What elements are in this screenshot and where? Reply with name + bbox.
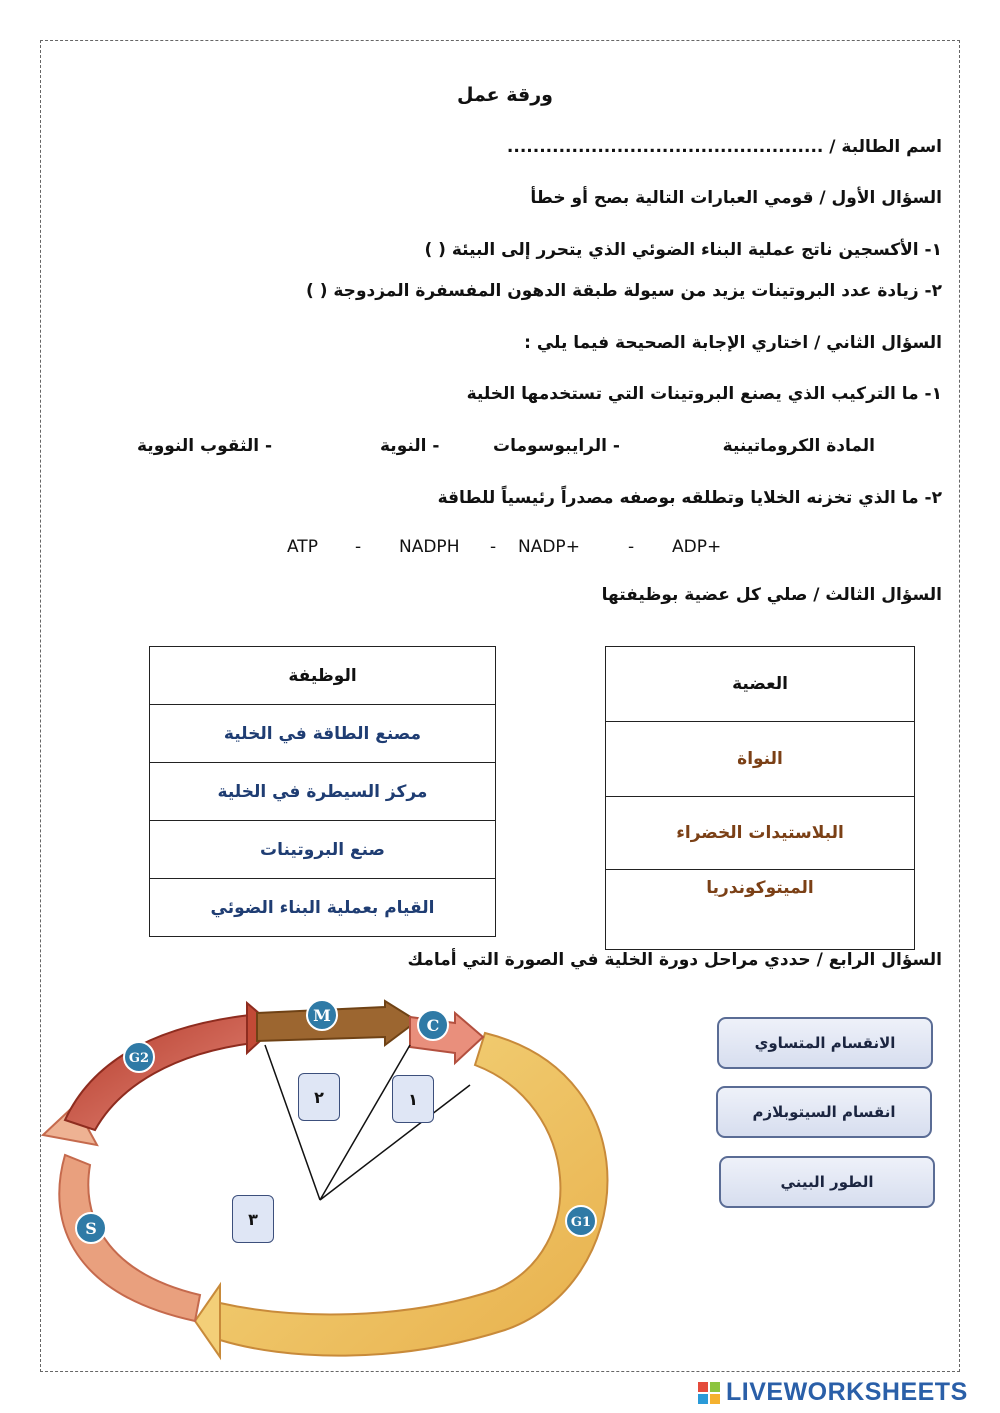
organelle-table: [605, 646, 915, 950]
q2-option-chromatin[interactable]: المادة الكروماتينية: [722, 436, 875, 456]
phase-s-circle: [76, 1213, 106, 1243]
liveworksheets-logo: [698, 1378, 968, 1407]
q2-option-ribosomes[interactable]: - الرايبوسومات: [493, 436, 620, 456]
q2-option-separator: -: [628, 537, 635, 557]
organelle-mitochondria[interactable]: الميتوكوندريا: [606, 870, 915, 950]
function-energy[interactable]: مصنع الطاقة في الخلية: [150, 705, 496, 763]
g2-arc: [65, 1015, 253, 1130]
option-cytokinesis[interactable]: انقسام السيتوبلازم: [716, 1086, 932, 1138]
svg-text:M: M: [313, 1006, 331, 1025]
answer-box-3[interactable]: ٣: [232, 1195, 274, 1243]
phase-g1-circle: [566, 1206, 596, 1236]
q2-heading: السؤال الثاني / اختاري الإجابة الصحيحة فيما يلي :: [524, 333, 942, 353]
svg-text:G1: G1: [570, 1215, 592, 1230]
q2-option-atp[interactable]: ATP: [287, 537, 318, 557]
svg-text:G2: G2: [128, 1051, 150, 1066]
organelle-chloroplasts[interactable]: البلاستيدات الخضراء: [606, 797, 915, 870]
function-proteins[interactable]: صنع البروتينات: [150, 821, 496, 879]
q1-item-1: ١- الأكسجين ناتج عملية البناء الضوئي الذي يتحرر إلى البيئة ( ): [424, 240, 942, 260]
answer-box-2[interactable]: ٢: [298, 1073, 340, 1121]
q1-item-2: ٢- زيادة عدد البروتينات يزيد من سيولة طبقة الدهون المفسفرة المزدوجة ( ): [306, 281, 942, 301]
q3-heading: السؤال الثالث / صلي كل عضية بوظيفتها: [601, 585, 942, 605]
q2-item-1: ١- ما التركيب الذي يصنع البروتينات التي تستخدمها الخلية: [466, 384, 942, 404]
q2-option-nadp[interactable]: NADP+: [518, 537, 580, 557]
m-arc: [257, 1001, 417, 1045]
q2-option-separator: -: [355, 537, 362, 557]
answer-box-1[interactable]: ١: [392, 1075, 434, 1123]
q2-option-nadph[interactable]: NADPH: [399, 537, 460, 557]
phase-m-circle: [307, 1000, 337, 1030]
logo-text: LIVEWORKSHEETS: [726, 1378, 968, 1406]
q4-heading: السؤال الرابع / حددي مراحل دورة الخلية في الصورة التي أمامك: [407, 950, 942, 970]
function-header: الوظيفة: [150, 647, 496, 705]
logo-icon: [698, 1382, 720, 1404]
phase-c-circle: [418, 1010, 448, 1040]
organelle-nucleus[interactable]: النواة: [606, 722, 915, 797]
q2-option-adp[interactable]: ADP+: [672, 537, 722, 557]
q2-option-nuclear-pores[interactable]: - الثقوب النووية: [137, 436, 273, 456]
q2-item-2: ٢- ما الذي تخزنه الخلايا وتطلقه بوصفه مصدراً رئيسياً للطاقة: [437, 488, 942, 508]
option-interphase[interactable]: الطور البيني: [719, 1156, 935, 1208]
option-mitosis[interactable]: الانقسام المتساوي: [717, 1017, 933, 1069]
svg-text:S: S: [85, 1219, 97, 1238]
q2-option-separator: -: [490, 537, 497, 557]
cell-cycle-diagram: [35, 995, 635, 1365]
function-control[interactable]: مركز السيطرة في الخلية: [150, 763, 496, 821]
q1-heading: السؤال الأول / قومي العبارات التالية بصح أو خطأ: [530, 188, 942, 208]
student-name-line[interactable]: اسم الطالبة / .................................................: [506, 137, 942, 157]
worksheet-title: ورقة عمل: [456, 84, 553, 106]
function-table: [149, 646, 496, 937]
function-photosynthesis[interactable]: القيام بعملية البناء الضوئي: [150, 879, 496, 937]
organelle-header: العضية: [606, 647, 915, 722]
svg-text:C: C: [426, 1016, 440, 1035]
q2-option-nucleolus[interactable]: - النوية: [380, 436, 440, 456]
phase-g2-circle: [124, 1042, 154, 1072]
